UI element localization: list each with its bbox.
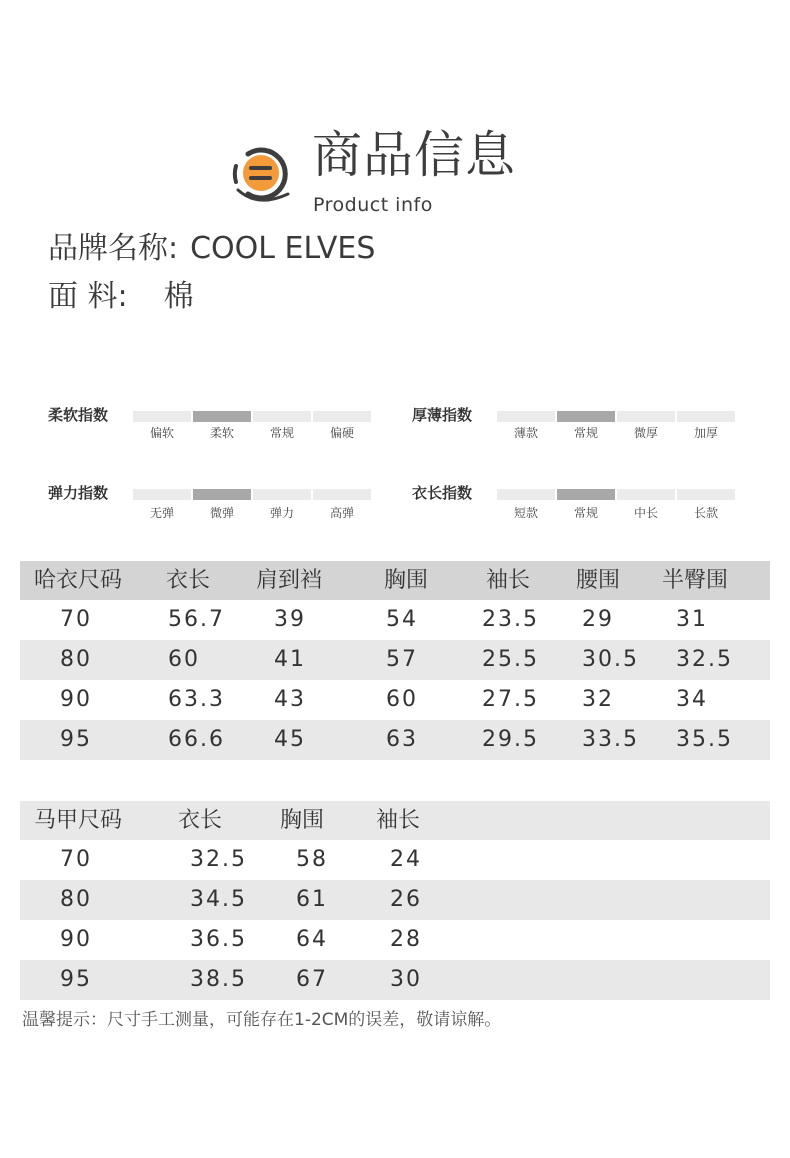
index-bar [677,411,735,422]
table-cell: 66.6 [168,727,225,752]
table-header-row [20,801,770,840]
index-bar [253,489,311,500]
table-cell: 28 [390,927,422,952]
product-info-logo-icon [228,142,298,208]
fabric-label: 面 料: [48,279,128,314]
table-cell: 90 [60,687,92,712]
index-bar [193,411,251,422]
table-row [20,600,770,640]
index-option: 柔软 [209,426,234,440]
index-option: 加厚 [693,426,718,440]
index-bar [557,411,615,422]
softness-index-label: 柔软指数 [48,406,109,424]
table-cell: 24 [390,847,422,872]
table-cell: 80 [60,647,92,672]
table-header-cell: 马甲尺码 [34,807,123,833]
index-option: 常规 [573,506,598,520]
thickness-index-bars [497,411,735,422]
table-header-cell: 哈衣尺码 [34,567,123,593]
table-header-row [20,561,770,600]
table-row [20,680,770,720]
elasticity-index-label: 弹力指数 [48,484,109,502]
length-index-bars [497,489,735,500]
table-cell: 64 [296,927,328,952]
table-row [20,640,770,680]
index-option: 常规 [269,426,294,440]
table-cell: 27.5 [482,687,539,712]
table-cell: 30 [390,967,422,992]
index-option: 中长 [633,506,658,520]
index-option: 微厚 [633,426,658,440]
table-cell: 30.5 [582,647,639,672]
elasticity-index-options [133,507,371,519]
index-option: 长款 [693,506,718,520]
elasticity-index-bars [133,489,371,500]
length-index-label: 衣长指数 [412,484,473,502]
table-cell: 31 [676,607,708,632]
table-row [20,840,770,880]
table-cell: 61 [296,887,328,912]
page-subtitle: Product info [313,194,433,216]
length-index-options [497,507,735,519]
table-cell: 45 [274,727,306,752]
table-header-cell: 袖长 [486,567,531,593]
index-option: 无弹 [149,506,174,520]
table-cell: 90 [60,927,92,952]
table-cell: 70 [60,847,92,872]
table-row [20,720,770,760]
table-cell: 54 [386,607,418,632]
index-option: 偏软 [149,426,174,440]
table-header-cell: 肩到裆 [256,567,323,593]
index-option: 高弹 [329,506,354,520]
softness-index-options [133,427,371,439]
index-bar [497,489,555,500]
table-cell: 67 [296,967,328,992]
table-cell: 34.5 [190,887,247,912]
measurement-note: 温馨提示：尺寸手工测量，可能存在1-2CM的误差，敬请谅解。 [22,1010,502,1030]
table-cell: 32.5 [676,647,733,672]
fabric-value: 棉 [163,279,194,314]
softness-index-bars [133,411,371,422]
table-header-cell: 胸围 [384,567,429,593]
table-cell: 60 [386,687,418,712]
table-cell: 56.7 [168,607,225,632]
table-cell: 29 [582,607,614,632]
index-bar [617,489,675,500]
table-cell: 34 [676,687,708,712]
page-title: 商品信息 [312,126,516,184]
table-cell: 63.3 [168,687,225,712]
index-bar [617,411,675,422]
table-cell: 32 [582,687,614,712]
index-bar [497,411,555,422]
table-row [20,880,770,920]
table-cell: 63 [386,727,418,752]
table-cell: 57 [386,647,418,672]
table-cell: 70 [60,607,92,632]
index-bar [313,489,371,500]
table-cell: 43 [274,687,306,712]
table-header-cell: 衣长 [166,567,211,593]
index-option: 短款 [513,506,538,520]
brand-row [48,231,376,266]
table-cell: 39 [274,607,306,632]
table-cell: 35.5 [676,727,733,752]
romper-size-table [20,561,770,760]
index-bar [133,411,191,422]
table-cell: 95 [60,727,92,752]
index-option: 微弹 [209,506,234,520]
table-cell: 26 [390,887,422,912]
index-bar [133,489,191,500]
index-bar [193,489,251,500]
index-bar [313,411,371,422]
table-cell: 32.5 [190,847,247,872]
table-cell: 60 [168,647,200,672]
table-header-cell: 衣长 [178,807,223,833]
table-header-cell: 胸围 [280,807,325,833]
brand-value: COOL ELVES [190,231,376,266]
table-cell: 80 [60,887,92,912]
index-bar [677,489,735,500]
table-cell: 58 [296,847,328,872]
fabric-row [48,279,194,314]
table-header-cell: 袖长 [376,807,421,833]
table-cell: 41 [274,647,306,672]
table-cell: 29.5 [482,727,539,752]
vest-size-table [20,801,770,1000]
table-cell: 95 [60,967,92,992]
index-option: 弹力 [269,506,294,520]
table-row [20,960,770,1000]
thickness-index-label: 厚薄指数 [412,406,473,424]
index-option: 偏硬 [329,426,354,440]
table-row [20,920,770,960]
index-option: 常规 [573,426,598,440]
index-option: 薄款 [513,426,538,440]
table-header-cell: 腰围 [576,567,621,593]
table-header-cell: 半臀围 [662,567,729,593]
table-cell: 25.5 [482,647,539,672]
brand-label: 品牌名称: [48,231,179,266]
index-bar [253,411,311,422]
table-cell: 38.5 [190,967,247,992]
table-cell: 33.5 [582,727,639,752]
table-cell: 23.5 [482,607,539,632]
thickness-index-options [497,427,735,439]
index-bar [557,489,615,500]
table-cell: 36.5 [190,927,247,952]
